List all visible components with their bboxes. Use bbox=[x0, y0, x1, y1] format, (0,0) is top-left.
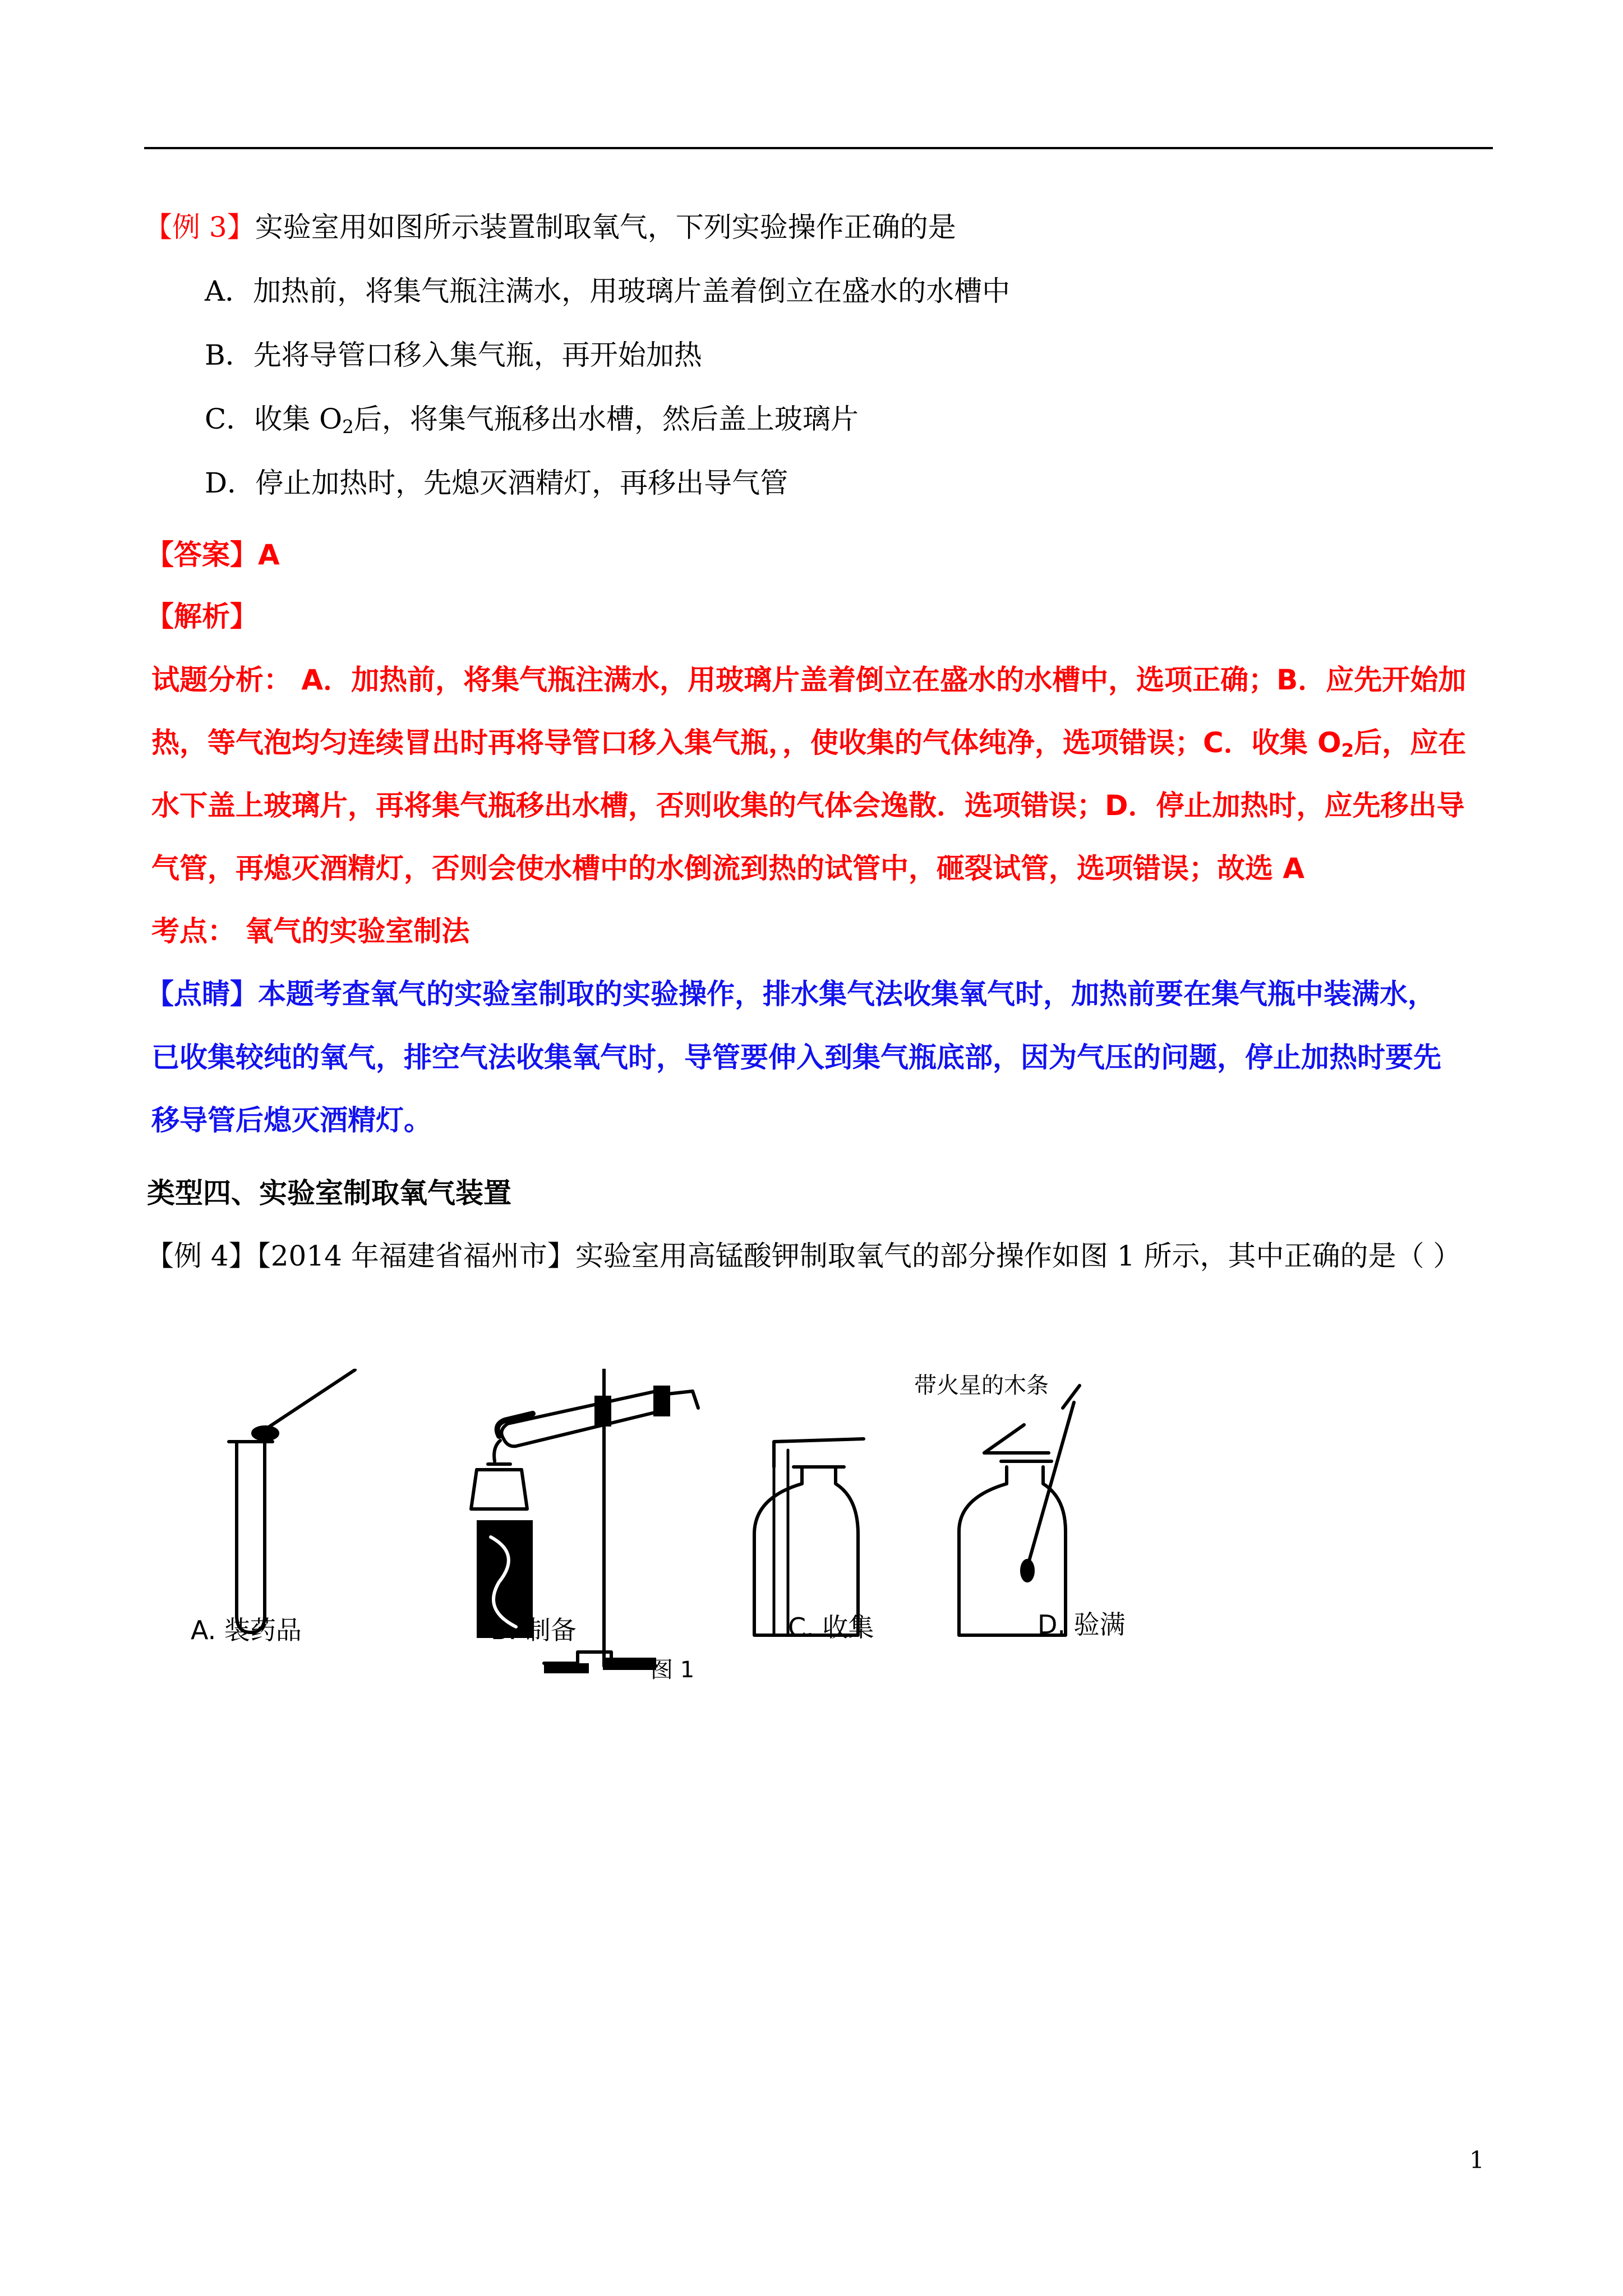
dianjing-line-3: 移导管后熄灭酒精灯。 bbox=[151, 1104, 432, 1137]
answer-label: 【答案】A bbox=[146, 539, 280, 571]
analysis-line-4: 气管，再熄灭酒精灯，否则会使水槽中的水倒流到热的试管中，砸裂试管，选项错误；故选 A bbox=[151, 852, 1305, 885]
label-splint: 带火星的木条 bbox=[914, 1373, 1049, 1398]
option-c-post: 后，将集气瓶移出水槽，然后盖上玻璃片 bbox=[353, 403, 859, 435]
analysis-line-1: 试题分析： A．加热前，将集气瓶注满水，用玻璃片盖着倒立在盛水的水槽中，选项正确；B．应先开始加 bbox=[151, 664, 1467, 696]
label-a: A. 装药品 bbox=[191, 1615, 302, 1645]
test-tube-with-spoon-icon bbox=[229, 1370, 355, 1632]
dianjing-line-2: 已收集较纯的氧气，排空气法收集氧气时，导管要伸入到集气瓶底部，因为气压的问题，停止加热时要先 bbox=[151, 1041, 1441, 1074]
example3-question-text: 实验室用如图所示装置制取氧气，下列实验操作正确的是 bbox=[255, 211, 956, 243]
analysis-line-3: 水下盖上玻璃片，再将集气瓶移出水槽，否则收集的气体会逸散．选项错误；D．停止加热时，应先移出导 bbox=[151, 789, 1465, 822]
figure-1 bbox=[185, 1369, 1172, 1705]
option-c bbox=[205, 403, 859, 438]
option-a: A．加热前，将集气瓶注满水，用玻璃片盖着倒立在盛水的水槽中 bbox=[205, 275, 1011, 307]
glowing-splint-bottle-icon bbox=[959, 1386, 1080, 1635]
label-b: B. 制备 bbox=[491, 1615, 577, 1645]
analysis-line-2-subscript: 2 bbox=[1341, 740, 1354, 762]
label-c: C. 收集 bbox=[788, 1612, 874, 1642]
kaodian-line: 考点： 氧气的实验室制法 bbox=[151, 915, 470, 947]
section-title: 类型四、实验室制取氧气装置 bbox=[147, 1177, 511, 1209]
option-d: D．停止加热时，先熄灭酒精灯，再移出导气管 bbox=[205, 467, 789, 499]
option-c-subscript: 2 bbox=[342, 416, 354, 438]
analysis-line-2-pre: 热，等气泡均匀连续冒出时再将导管口移入集气瓶，，使收集的气体纯净，选项错误；C．收集 O bbox=[151, 726, 1341, 759]
label-d: D. 验满 bbox=[1038, 1609, 1126, 1640]
analysis-line-2 bbox=[151, 726, 1467, 762]
option-c-pre: C．收集 O bbox=[205, 403, 343, 435]
example4-question: 【例 4】【2014 年福建省福州市】实验室用高锰酸钾制取氧气的部分操作如图 1 所示，其中正确的是（ ） bbox=[146, 1240, 1461, 1272]
header-rule bbox=[144, 147, 1493, 149]
example3-tag: 【例 3】 bbox=[144, 211, 255, 243]
analysis-line-2-post: 后，应在 bbox=[1354, 726, 1467, 759]
gas-collecting-bottle-icon bbox=[754, 1439, 864, 1635]
example3-question bbox=[144, 212, 956, 243]
analysis-label: 【解析】 bbox=[146, 600, 258, 633]
option-b: B．先将导管口移入集气瓶，再开始加热 bbox=[205, 339, 702, 371]
figure-caption: 图 1 bbox=[651, 1657, 695, 1683]
page-number: 1 bbox=[1469, 2146, 1484, 2174]
dianjing-line-1: 【点睛】本题考查氧气的实验室制取的实验操作，排水集气法收集氧气时，加热前要在集气瓶中装满水， bbox=[146, 978, 1436, 1010]
